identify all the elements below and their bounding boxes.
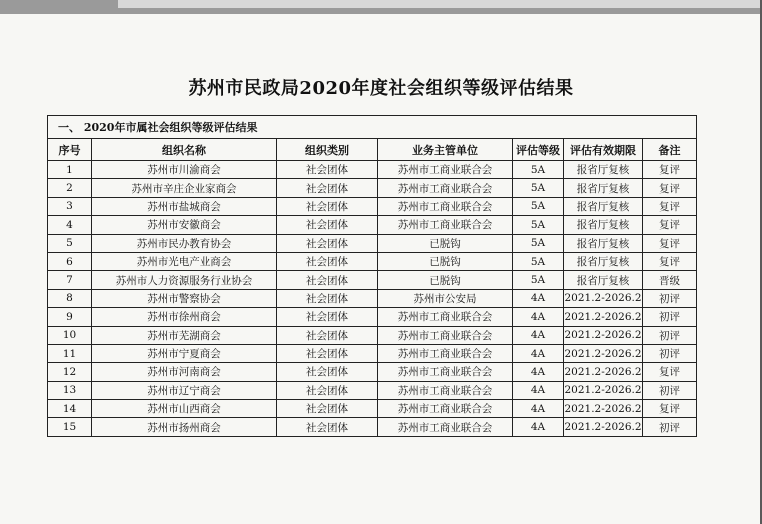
cell-category: 社会团体 — [277, 271, 378, 289]
cell-name: 苏州市宁夏商会 — [92, 344, 277, 362]
cell-grade: 5A — [513, 216, 564, 234]
cell-grade: 4A — [513, 344, 564, 362]
table-row — [48, 381, 697, 399]
header-cell-name: 组织名称 — [92, 139, 277, 161]
page-title: 苏州市民政局2020年度社会组织等级评估结果 — [188, 78, 574, 99]
cell-name: 苏州市扬州商会 — [92, 418, 277, 436]
cell-remark: 复评 — [643, 179, 697, 197]
results-table — [47, 115, 697, 437]
cell-supervisor: 苏州市公安局 — [378, 289, 513, 307]
cell-index: 5 — [48, 234, 92, 252]
table-row — [48, 252, 697, 270]
cell-name: 苏州市民办教育协会 — [92, 234, 277, 252]
table-row — [48, 289, 697, 307]
cell-remark: 初评 — [643, 381, 697, 399]
cell-supervisor: 已脱钩 — [378, 252, 513, 270]
cell-grade: 4A — [513, 363, 564, 381]
cell-category: 社会团体 — [277, 179, 378, 197]
cell-index: 11 — [48, 344, 92, 362]
table-row — [48, 418, 697, 436]
table-body — [48, 161, 697, 437]
cell-supervisor: 苏州市工商业联合会 — [378, 179, 513, 197]
cell-grade: 5A — [513, 271, 564, 289]
cell-validity: 报省厅复核 — [564, 271, 643, 289]
cell-validity: 2021.2-2026.2 — [564, 308, 643, 326]
cell-name: 苏州市徐州商会 — [92, 308, 277, 326]
header-row — [48, 139, 697, 161]
cell-index: 10 — [48, 326, 92, 344]
header-cell-supervisor: 业务主管单位 — [378, 139, 513, 161]
cell-category: 社会团体 — [277, 252, 378, 270]
cell-grade: 4A — [513, 289, 564, 307]
cell-index: 6 — [48, 252, 92, 270]
cell-category: 社会团体 — [277, 418, 378, 436]
cell-grade: 4A — [513, 326, 564, 344]
cell-category: 社会团体 — [277, 381, 378, 399]
cell-supervisor: 苏州市工商业联合会 — [378, 161, 513, 179]
cell-validity: 2021.2-2026.2 — [564, 363, 643, 381]
cell-name: 苏州市川渝商会 — [92, 161, 277, 179]
cell-index: 15 — [48, 418, 92, 436]
cell-remark: 初评 — [643, 308, 697, 326]
cell-index: 1 — [48, 161, 92, 179]
cell-name: 苏州市芜湖商会 — [92, 326, 277, 344]
header-cell-index: 序号 — [48, 139, 92, 161]
cell-validity: 2021.2-2026.2 — [564, 418, 643, 436]
cell-supervisor: 苏州市工商业联合会 — [378, 363, 513, 381]
table-row — [48, 326, 697, 344]
cell-supervisor: 苏州市工商业联合会 — [378, 381, 513, 399]
cell-category: 社会团体 — [277, 344, 378, 362]
viewer-top-bar-inner — [118, 0, 762, 8]
table-row — [48, 234, 697, 252]
cell-validity: 报省厅复核 — [564, 234, 643, 252]
cell-validity: 报省厅复核 — [564, 197, 643, 215]
cell-remark: 复评 — [643, 400, 697, 418]
table-row — [48, 216, 697, 234]
cell-name: 苏州市盐城商会 — [92, 197, 277, 215]
header-cell-grade: 评估等级 — [513, 139, 564, 161]
cell-remark: 复评 — [643, 234, 697, 252]
cell-validity: 报省厅复核 — [564, 179, 643, 197]
cell-index: 7 — [48, 271, 92, 289]
cell-remark: 复评 — [643, 363, 697, 381]
cell-validity: 报省厅复核 — [564, 216, 643, 234]
cell-grade: 5A — [513, 161, 564, 179]
cell-remark: 复评 — [643, 252, 697, 270]
cell-name: 苏州市辛庄企业家商会 — [92, 179, 277, 197]
cell-validity: 2021.2-2026.2 — [564, 344, 643, 362]
cell-validity: 报省厅复核 — [564, 252, 643, 270]
cell-grade: 5A — [513, 234, 564, 252]
cell-remark: 初评 — [643, 326, 697, 344]
cell-category: 社会团体 — [277, 234, 378, 252]
section-heading: 一、 2020年市属社会组织等级评估结果 — [48, 116, 697, 139]
cell-validity: 2021.2-2026.2 — [564, 400, 643, 418]
cell-index: 14 — [48, 400, 92, 418]
cell-grade: 4A — [513, 308, 564, 326]
cell-validity: 报省厅复核 — [564, 161, 643, 179]
cell-remark: 复评 — [643, 161, 697, 179]
table-row — [48, 179, 697, 197]
cell-remark: 初评 — [643, 289, 697, 307]
cell-remark: 复评 — [643, 216, 697, 234]
cell-grade: 4A — [513, 418, 564, 436]
cell-supervisor: 苏州市工商业联合会 — [378, 418, 513, 436]
cell-name: 苏州市山西商会 — [92, 400, 277, 418]
viewer-top-bar — [0, 0, 762, 14]
cell-index: 2 — [48, 179, 92, 197]
header-cell-validity: 评估有效期限 — [564, 139, 643, 161]
table-row — [48, 308, 697, 326]
cell-name: 苏州市警察协会 — [92, 289, 277, 307]
header-cell-remark: 备注 — [643, 139, 697, 161]
section-row — [48, 116, 697, 139]
cell-category: 社会团体 — [277, 308, 378, 326]
cell-name: 苏州市辽宁商会 — [92, 381, 277, 399]
cell-index: 8 — [48, 289, 92, 307]
cell-category: 社会团体 — [277, 161, 378, 179]
cell-grade: 5A — [513, 179, 564, 197]
cell-grade: 4A — [513, 400, 564, 418]
cell-supervisor: 苏州市工商业联合会 — [378, 344, 513, 362]
cell-remark: 初评 — [643, 418, 697, 436]
cell-category: 社会团体 — [277, 363, 378, 381]
cell-supervisor: 苏州市工商业联合会 — [378, 400, 513, 418]
cell-index: 13 — [48, 381, 92, 399]
cell-category: 社会团体 — [277, 289, 378, 307]
table-row — [48, 271, 697, 289]
table-row — [48, 161, 697, 179]
cell-validity: 2021.2-2026.2 — [564, 289, 643, 307]
cell-category: 社会团体 — [277, 326, 378, 344]
cell-remark: 初评 — [643, 344, 697, 362]
cell-category: 社会团体 — [277, 400, 378, 418]
table-row — [48, 197, 697, 215]
cell-remark: 复评 — [643, 197, 697, 215]
cell-name: 苏州市河南商会 — [92, 363, 277, 381]
cell-supervisor: 苏州市工商业联合会 — [378, 308, 513, 326]
cell-category: 社会团体 — [277, 216, 378, 234]
cell-validity: 2021.2-2026.2 — [564, 326, 643, 344]
cell-index: 4 — [48, 216, 92, 234]
cell-grade: 5A — [513, 197, 564, 215]
cell-index: 12 — [48, 363, 92, 381]
table-row — [48, 363, 697, 381]
cell-supervisor: 苏州市工商业联合会 — [378, 216, 513, 234]
cell-name: 苏州市光电产业商会 — [92, 252, 277, 270]
cell-supervisor: 已脱钩 — [378, 271, 513, 289]
cell-name: 苏州市安徽商会 — [92, 216, 277, 234]
cell-category: 社会团体 — [277, 197, 378, 215]
cell-validity: 2021.2-2026.2 — [564, 381, 643, 399]
table-row — [48, 400, 697, 418]
table-row — [48, 344, 697, 362]
cell-supervisor: 苏州市工商业联合会 — [378, 326, 513, 344]
cell-index: 3 — [48, 197, 92, 215]
cell-name: 苏州市人力资源服务行业协会 — [92, 271, 277, 289]
cell-supervisor: 苏州市工商业联合会 — [378, 197, 513, 215]
cell-remark: 晋级 — [643, 271, 697, 289]
cell-supervisor: 已脱钩 — [378, 234, 513, 252]
cell-index: 9 — [48, 308, 92, 326]
cell-grade: 5A — [513, 252, 564, 270]
cell-grade: 4A — [513, 381, 564, 399]
header-cell-category: 组织类别 — [277, 139, 378, 161]
